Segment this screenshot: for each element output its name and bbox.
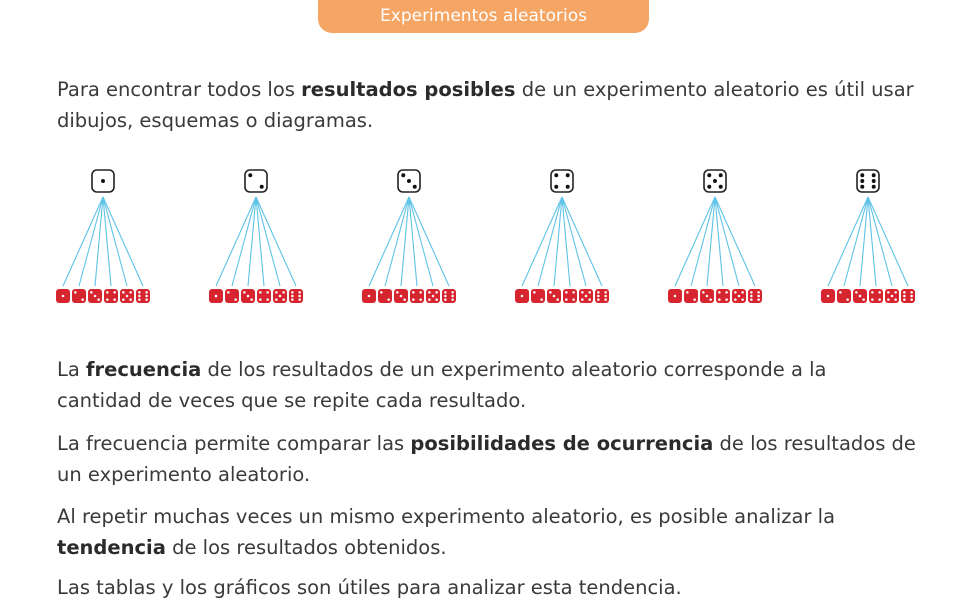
second-roll-die-icon <box>595 289 609 303</box>
second-roll-die-icon <box>362 289 376 303</box>
frecuencia-text-2: de los resultados de un experimento aleatorio corresponde a la cantidad de veces que se repite cada resultado. <box>57 358 827 412</box>
second-roll-die-icon <box>72 289 86 303</box>
second-roll-die-icon <box>901 289 915 303</box>
second-roll-die-icon <box>88 289 102 303</box>
second-roll-die-icon <box>716 289 730 303</box>
second-roll-die-icon <box>547 289 561 303</box>
second-roll-die-icon <box>394 289 408 303</box>
second-roll-die-icon <box>378 289 392 303</box>
second-roll-die-icon <box>209 289 223 303</box>
frecuencia-paragraph <box>57 354 917 416</box>
section-title: Experimentos aleatorios <box>380 6 587 26</box>
intro-text-1: Para encontrar todos los <box>57 78 302 101</box>
first-roll-die-icon <box>92 170 114 192</box>
posibilidades-paragraph <box>57 428 937 490</box>
frecuencia-bold-term: frecuencia <box>86 358 202 381</box>
second-roll-die-icon <box>885 289 899 303</box>
second-roll-die-icon <box>821 289 835 303</box>
first-roll-die-icon <box>704 170 726 192</box>
second-roll-die-icon <box>700 289 714 303</box>
first-roll-die-icon <box>398 170 420 192</box>
second-roll-die-icon <box>442 289 456 303</box>
second-roll-die-icon <box>579 289 593 303</box>
dice-outcome-tree-diagram <box>0 160 967 310</box>
second-roll-die-icon <box>289 289 303 303</box>
second-roll-die-icon <box>531 289 545 303</box>
tendencia-text-1: Al repetir muchas veces un mismo experimento aleatorio, es posible analizar la <box>57 505 836 528</box>
first-roll-die-icon <box>245 170 267 192</box>
second-roll-die-icon <box>225 289 239 303</box>
second-roll-die-icon <box>853 289 867 303</box>
intro-text-2: de un experimento aleatorio es útil usar dibujos, esquemas o diagramas. <box>57 78 914 132</box>
first-roll-die-icon <box>551 170 573 192</box>
second-roll-die-icon <box>273 289 287 303</box>
intro-paragraph <box>57 74 927 136</box>
second-roll-die-icon <box>410 289 424 303</box>
tree-branch-group <box>821 170 915 303</box>
second-roll-die-icon <box>748 289 762 303</box>
second-roll-die-icon <box>869 289 883 303</box>
second-roll-die-icon <box>515 289 529 303</box>
second-roll-die-icon <box>732 289 746 303</box>
second-roll-die-icon <box>837 289 851 303</box>
tree-branch-group <box>209 170 303 303</box>
tree-branch-group <box>362 170 456 303</box>
tablas-text: Las tablas y los gráficos son útiles para analizar esta tendencia. <box>57 576 682 599</box>
tendencia-paragraph <box>57 501 937 563</box>
second-roll-die-icon <box>426 289 440 303</box>
frecuencia-text-1: La <box>57 358 87 381</box>
tendencia-text-2: de los resultados obtenidos. <box>165 536 447 559</box>
tree-branch-group <box>56 170 150 303</box>
posibilidades-text-1: La frecuencia permite comparar las <box>57 432 411 455</box>
second-roll-die-icon <box>684 289 698 303</box>
intro-bold-term: resultados posibles <box>301 78 516 101</box>
tree-branch-group <box>515 170 609 303</box>
section-title-banner <box>318 0 649 33</box>
posibilidades-text-2: de los resultados de un experimento aleatorio. <box>57 432 916 486</box>
second-roll-die-icon <box>120 289 134 303</box>
second-roll-die-icon <box>257 289 271 303</box>
second-roll-die-icon <box>136 289 150 303</box>
posibilidades-bold-term: posibilidades de ocurrencia <box>410 432 714 455</box>
tree-branch-group <box>668 170 762 303</box>
first-roll-die-icon <box>857 170 879 192</box>
second-roll-die-icon <box>563 289 577 303</box>
tendencia-bold-term: tendencia <box>57 536 166 559</box>
second-roll-die-icon <box>241 289 255 303</box>
second-roll-die-icon <box>104 289 118 303</box>
second-roll-die-icon <box>668 289 682 303</box>
tablas-paragraph <box>57 572 937 603</box>
second-roll-die-icon <box>56 289 70 303</box>
